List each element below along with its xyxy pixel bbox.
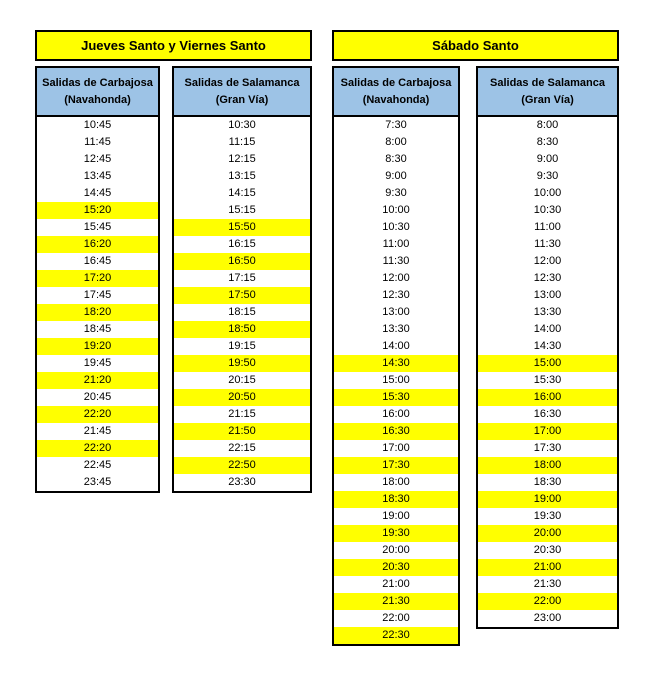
- column-header-line1: Salidas de Carbajosa: [340, 76, 452, 89]
- column-header-line2: (Gran Vía): [521, 93, 574, 106]
- time-cell: 9:00: [536, 153, 559, 165]
- time-cell: 11:45: [84, 136, 111, 148]
- time-cell: 21:15: [228, 408, 256, 420]
- time-cell: 9:00: [385, 170, 407, 182]
- column-carbajosa: [332, 66, 460, 646]
- time-cell: 15:30: [334, 389, 458, 406]
- time-cell: 14:00: [533, 323, 562, 335]
- time-cell: 13:30: [382, 323, 410, 335]
- time-cell: 10:30: [228, 119, 256, 131]
- time-cell: 11:30: [382, 255, 410, 267]
- time-cell: 10:00: [533, 187, 562, 199]
- time-cell: 16:15: [228, 238, 256, 250]
- time-cell: 17:15: [228, 272, 256, 284]
- time-cell: 18:00: [382, 476, 410, 488]
- time-cell: 19:50: [174, 355, 310, 372]
- time-cell: 10:45: [83, 119, 112, 131]
- time-cell: 14:30: [533, 340, 562, 352]
- column-header-salamanca: [172, 66, 312, 117]
- time-cell: 20:30: [533, 544, 562, 556]
- time-cell: 9:30: [385, 187, 407, 199]
- time-cell: 13:15: [228, 170, 256, 182]
- time-cell: 22:00: [478, 593, 617, 610]
- time-cell: 15:00: [478, 355, 617, 372]
- time-cell: 18:50: [174, 321, 310, 338]
- time-cell: 19:20: [37, 338, 158, 355]
- time-cell: 8:30: [536, 136, 559, 148]
- time-cell: 18:30: [533, 476, 562, 488]
- time-cell: 17:00: [478, 423, 617, 440]
- time-cell: 10:30: [382, 221, 410, 233]
- time-cell: 13:45: [83, 170, 112, 182]
- time-cell: 16:30: [533, 408, 562, 420]
- time-cell: 21:30: [533, 578, 562, 590]
- time-cell: 16:30: [334, 423, 458, 440]
- time-cell: 21:00: [478, 559, 617, 576]
- time-cell: 12:45: [83, 153, 112, 165]
- time-cell: 18:45: [83, 323, 112, 335]
- time-cell: 19:00: [382, 510, 410, 522]
- time-cell: 21:30: [334, 593, 458, 610]
- time-cell: 21:20: [37, 372, 158, 389]
- time-cell: 14:45: [83, 187, 112, 199]
- time-cell: 12:15: [228, 153, 256, 165]
- time-cell: 20:00: [478, 525, 617, 542]
- time-cell: 13:00: [382, 306, 410, 318]
- time-cell: 22:15: [228, 442, 256, 454]
- column-header-line2: (Gran Vía): [215, 93, 269, 106]
- time-cell: 22:20: [37, 406, 158, 423]
- time-cell: 17:45: [83, 289, 112, 301]
- time-cell: 20:30: [334, 559, 458, 576]
- time-cell: 14:15: [228, 187, 256, 199]
- time-cell: 8:00: [536, 119, 559, 131]
- time-cell: 12:30: [382, 289, 410, 301]
- time-cell: 21:00: [382, 578, 410, 590]
- time-list-carbajosa: [332, 115, 460, 646]
- time-cell: 8:00: [385, 136, 407, 148]
- time-cell: 18:00: [478, 457, 617, 474]
- time-cell: 17:50: [174, 287, 310, 304]
- time-cell: 19:45: [83, 357, 112, 369]
- section-title: Sábado Santo: [332, 30, 619, 61]
- time-cell: 14:00: [382, 340, 410, 352]
- time-cell: 14:30: [334, 355, 458, 372]
- column-carbajosa: [35, 66, 160, 493]
- time-list-salamanca: [476, 115, 619, 629]
- time-cell: 20:00: [382, 544, 410, 556]
- time-cell: 11:30: [534, 238, 561, 250]
- time-cell: 22:00: [382, 612, 410, 624]
- time-cell: 12:00: [533, 255, 562, 267]
- time-list-salamanca: [172, 115, 312, 493]
- columns-container: [332, 66, 619, 646]
- column-header-carbajosa: [35, 66, 160, 117]
- time-cell: 18:30: [334, 491, 458, 508]
- time-cell: 20:45: [83, 391, 112, 403]
- time-cell: 12:00: [382, 272, 410, 284]
- time-cell: 16:00: [382, 408, 410, 420]
- time-cell: 23:00: [533, 612, 562, 624]
- column-header-line1: Salidas de Salamanca: [490, 76, 605, 89]
- column-header-line1: Salidas de Carbajosa: [42, 76, 153, 89]
- time-cell: 17:00: [382, 442, 410, 454]
- time-cell: 22:45: [83, 459, 112, 471]
- time-cell: 15:15: [228, 204, 256, 216]
- time-cell: 11:15: [228, 136, 256, 148]
- columns-container: [35, 66, 312, 493]
- time-cell: 22:20: [37, 440, 158, 457]
- time-cell: 23:45: [83, 476, 112, 488]
- time-cell: 11:00: [382, 238, 410, 250]
- time-cell: 22:50: [174, 457, 310, 474]
- column-header-salamanca: [476, 66, 619, 117]
- time-cell: 17:20: [37, 270, 158, 287]
- time-cell: 15:30: [533, 374, 562, 386]
- time-cell: 13:30: [533, 306, 562, 318]
- section-sabado-santo: [332, 30, 619, 646]
- time-cell: 21:45: [83, 425, 112, 437]
- time-cell: 19:00: [478, 491, 617, 508]
- time-cell: 20:15: [228, 374, 256, 386]
- time-cell: 17:30: [533, 442, 562, 454]
- time-cell: 16:50: [174, 253, 310, 270]
- time-cell: 23:30: [228, 476, 256, 488]
- time-cell: 15:50: [174, 219, 310, 236]
- time-cell: 16:20: [37, 236, 158, 253]
- column-header-carbajosa: [332, 66, 460, 117]
- time-cell: 13:00: [533, 289, 562, 301]
- time-cell: 12:30: [533, 272, 562, 284]
- time-cell: 18:20: [37, 304, 158, 321]
- time-cell: 19:30: [334, 525, 458, 542]
- time-cell: 18:15: [228, 306, 256, 318]
- column-header-line2: (Navahonda): [64, 93, 131, 106]
- column-salamanca: [476, 66, 619, 629]
- time-cell: 10:30: [533, 204, 562, 216]
- column-header-line1: Salidas de Salamanca: [184, 76, 300, 89]
- time-list-carbajosa: [35, 115, 160, 493]
- time-cell: 19:15: [228, 340, 256, 352]
- time-cell: 11:00: [534, 221, 561, 233]
- time-cell: 16:00: [478, 389, 617, 406]
- time-cell: 15:00: [382, 374, 410, 386]
- column-salamanca: [172, 66, 312, 493]
- column-header-line2: (Navahonda): [362, 93, 430, 106]
- time-cell: 19:30: [533, 510, 562, 522]
- section-jueves-viernes-santo: [35, 30, 312, 493]
- time-cell: 16:45: [83, 255, 112, 267]
- time-cell: 7:30: [385, 119, 407, 131]
- section-title: Jueves Santo y Viernes Santo: [35, 30, 312, 61]
- time-cell: 15:45: [83, 221, 112, 233]
- time-cell: 8:30: [385, 153, 407, 165]
- time-cell: 22:30: [334, 627, 458, 644]
- time-cell: 21:50: [174, 423, 310, 440]
- time-cell: 15:20: [37, 202, 158, 219]
- time-cell: 17:30: [334, 457, 458, 474]
- time-cell: 20:50: [174, 389, 310, 406]
- time-cell: 10:00: [382, 204, 410, 216]
- time-cell: 9:30: [536, 170, 559, 182]
